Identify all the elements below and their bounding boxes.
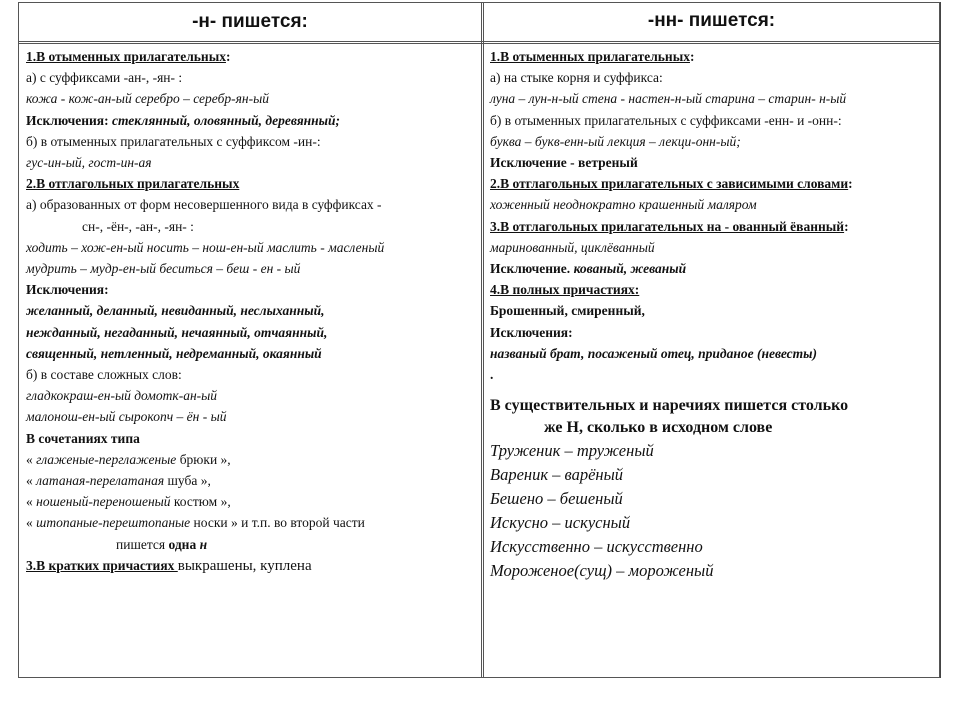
section-2-exceptions-1: желанный, деланный, невиданный, неслыханный, bbox=[26, 303, 325, 319]
section-1-example-b: гус-ин-ый, гост-ин-ая bbox=[26, 155, 152, 171]
section-2-rule-a: а) образованных от форм несовершенного вида в суффиксах - bbox=[26, 197, 382, 213]
r-section-2-heading: 2.В отглагольных прилагательных с зависимыми словами: bbox=[490, 176, 853, 192]
spacer bbox=[490, 385, 935, 395]
r-section-1-exception: Исключение - ветреный bbox=[490, 155, 638, 171]
section-2-example-1: ходить – хож-ен-ый носить – нош-ен-ый маслить - масленый bbox=[26, 239, 385, 255]
r-section-3-exception: Исключение. кованый, жеваный bbox=[490, 261, 687, 277]
section-2-example-3: гладкокраш-ен-ый домотк-ан-ый bbox=[26, 388, 218, 404]
r-dot: . bbox=[490, 367, 494, 383]
adverb-example-3: Искусственно – искусственно bbox=[490, 537, 703, 557]
noun-example-1: Труженик – труженый bbox=[490, 441, 654, 461]
section-1-example-a: кожа - кож-ан-ый серебро – серебр-ян-ый bbox=[26, 91, 269, 107]
r-section-4-exceptions-label: Исключения: bbox=[490, 324, 573, 340]
column-divider bbox=[481, 2, 484, 678]
r-section-2-example: хоженный неоднократно крашенный маляром bbox=[490, 197, 757, 213]
combination-1: « глаженые-перглаженые брюки », bbox=[26, 451, 231, 467]
noun-example-3: Мороженое(сущ) – мороженый bbox=[490, 561, 714, 581]
section-2-exceptions-3: священный, нетленный, недреманный, окаянный bbox=[26, 345, 322, 361]
section-3-heading: 3.В кратких причастиях выкрашены, куплена bbox=[26, 557, 312, 574]
noun-adverb-rule-2: же Н, сколько в исходном слове bbox=[544, 419, 773, 437]
combination-2: « латаная-перелатаная шуба », bbox=[26, 473, 211, 489]
r-section-1-rule-a: а) на стыке корня и суффикса: bbox=[490, 70, 663, 86]
section-1-heading: 1.В отыменных прилагательных: bbox=[26, 49, 231, 64]
combination-note: пишется одна н bbox=[116, 536, 208, 552]
section-2-exceptions-2: нежданный, негаданный, нечаянный, отчаянный, bbox=[26, 324, 328, 340]
r-section-4-example: Брошенный, смиренный, bbox=[490, 303, 645, 319]
r-section-1-heading: 1.В отыменных прилагательных: bbox=[490, 49, 695, 64]
section-2-rule-a-suffixes: сн-, -ён-, -ан-, -ян- : bbox=[82, 218, 194, 234]
r-section-3-heading: 3.В отглагольных прилагательных на - ованный ёванный: bbox=[490, 218, 849, 234]
combination-3: « ношеный-переношеный костюм », bbox=[26, 494, 231, 510]
section-1-rule-a: а) с суффиксами -ан-, -ян- : bbox=[26, 70, 183, 86]
section-2-example-4: малонош-ен-ый сырокопч – ён - ый bbox=[26, 409, 227, 425]
double-n-column bbox=[490, 44, 935, 583]
r-section-4-heading: 4.В полных причастиях: bbox=[490, 282, 640, 298]
section-2-rule-b: б) в составе сложных слов: bbox=[26, 367, 182, 383]
adverb-example-2: Искусно – искусный bbox=[490, 513, 631, 533]
section-2-exceptions-label: Исключения: bbox=[26, 282, 109, 298]
section-2-example-2: мудрить – мудр-ен-ый беситься – беш - ен - ый bbox=[26, 261, 301, 277]
r-section-4-exceptions: названый брат, посаженый отец, приданое (невесты) bbox=[490, 345, 817, 361]
table-right-border bbox=[940, 2, 941, 678]
section-1-rule-b: б) в отыменных прилагательных с суффиксом -ин-: bbox=[26, 133, 321, 149]
header-double-n: -нн- пишется: bbox=[647, 10, 776, 31]
section-1-exceptions: Исключения: стеклянный, оловянный, деревянный; bbox=[26, 112, 341, 128]
single-n-column bbox=[26, 44, 476, 577]
header-single-n: -н- пишется: bbox=[192, 10, 308, 32]
section-2-combinations-label: В сочетаниях типа bbox=[26, 430, 140, 446]
r-section-1-example-b: буква – букв-енн-ый лекция – лекци-онн-ый; bbox=[490, 133, 741, 149]
r-section-1-rule-b: б) в отыменных прилагательных с суффиксами -енн- и -онн-: bbox=[490, 112, 842, 128]
r-section-1-example-a: луна – лун-н-ый стена - настен-н-ый старина – старин- н-ый bbox=[490, 91, 847, 107]
r-section-3-example: маринованный, циклёванный bbox=[490, 239, 655, 255]
adverb-example-1: Бешено – бешеный bbox=[490, 489, 623, 509]
combination-4: « штопаные-перештопаные носки » и т.п. во второй части bbox=[26, 515, 365, 531]
noun-example-2: Вареник – варёный bbox=[490, 465, 624, 485]
noun-adverb-rule-1: В существительных и наречиях пишется столько bbox=[490, 397, 849, 415]
section-2-heading: 2.В отглагольных прилагательных bbox=[26, 176, 240, 192]
